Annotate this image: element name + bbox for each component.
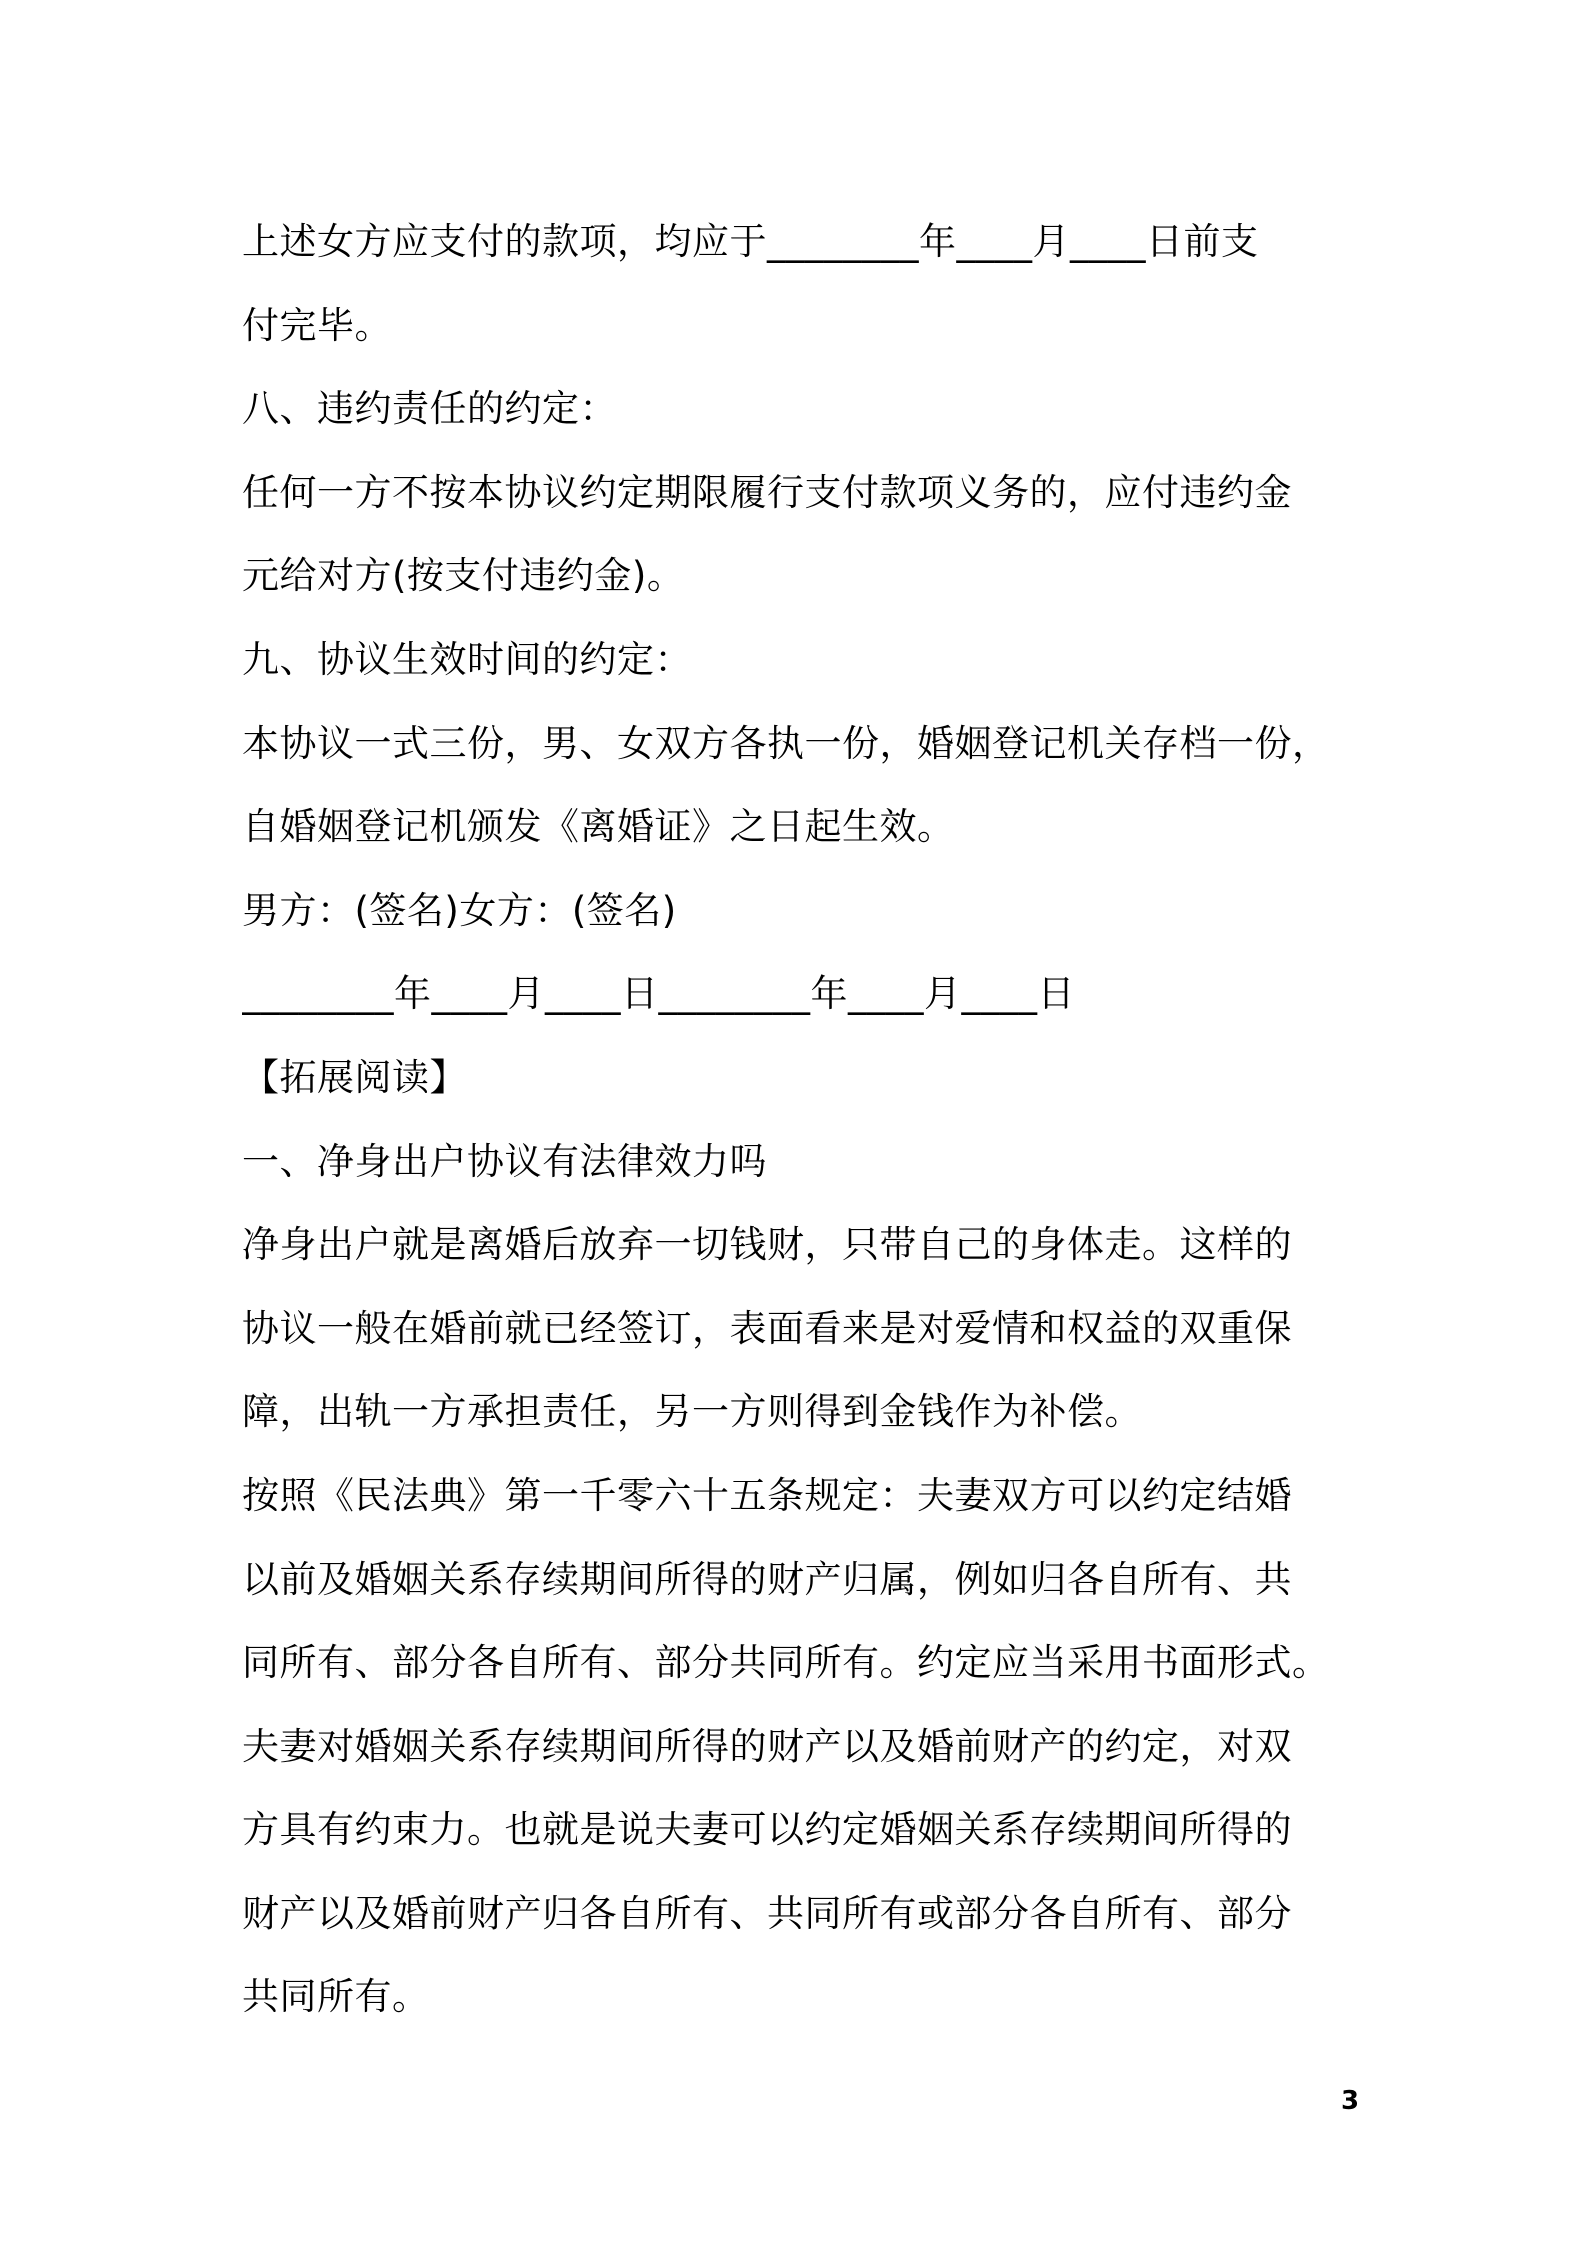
section-heading: 九、协议生效时间的约定： xyxy=(242,637,692,681)
text-line: 本协议一式三份，男、女双方各执一份，婚姻登记机关存档一份， xyxy=(242,721,1330,765)
text-line: 上述女方应支付的款项，均应于________年____月____日前支 xyxy=(242,220,1259,263)
text-line: 共同所有。 xyxy=(242,1975,430,2019)
text-line: 元给对方(按支付违约金)。 xyxy=(242,554,685,598)
text-line: 方具有约束力。也就是说夫妻可以约定婚姻关系存续期间所得的 xyxy=(242,1808,1292,1852)
text-line: 协议一般在婚前就已经签订，表面看来是对爱情和权益的双重保 xyxy=(242,1306,1292,1350)
text-line: 自婚姻登记机颁发《离婚证》之日起生效。 xyxy=(242,805,955,849)
section-heading: 一、净身出户协议有法律效力吗 xyxy=(242,1139,767,1183)
text-line: 同所有、部分各自所有、部分共同所有。约定应当采用书面形式。 xyxy=(242,1641,1330,1685)
text-line: 夫妻对婚姻关系存续期间所得的财产以及婚前财产的约定，对双 xyxy=(242,1724,1292,1768)
document-body xyxy=(242,200,1362,2039)
text-line: 以前及婚姻关系存续期间所得的财产归属，例如归各自所有、共 xyxy=(242,1557,1292,1601)
extended-reading-heading: 【拓展阅读】 xyxy=(242,1055,467,1099)
page-number: 3 xyxy=(1340,2086,1360,2116)
text-line: 付完毕。 xyxy=(242,303,392,347)
section-heading: 八、违约责任的约定： xyxy=(242,387,617,431)
signature-line: 男方：(签名)女方：(签名) xyxy=(242,888,677,932)
text-line: 财产以及婚前财产归各自所有、共同所有或部分各自所有、部分 xyxy=(242,1891,1292,1935)
text-line: 任何一方不按本协议约定期限履行支付款项义务的，应付违约金 xyxy=(242,470,1292,514)
text-line: 障，出轨一方承担责任，另一方则得到金钱作为补偿。 xyxy=(242,1390,1142,1434)
text-line: 按照《民法典》第一千零六十五条规定：夫妻双方可以约定结婚 xyxy=(242,1473,1292,1517)
date-line: ________年____月____日________年____月____日 xyxy=(242,972,1075,1016)
text-line: 净身出户就是离婚后放弃一切钱财，只带自己的身体走。这样的 xyxy=(242,1223,1292,1267)
